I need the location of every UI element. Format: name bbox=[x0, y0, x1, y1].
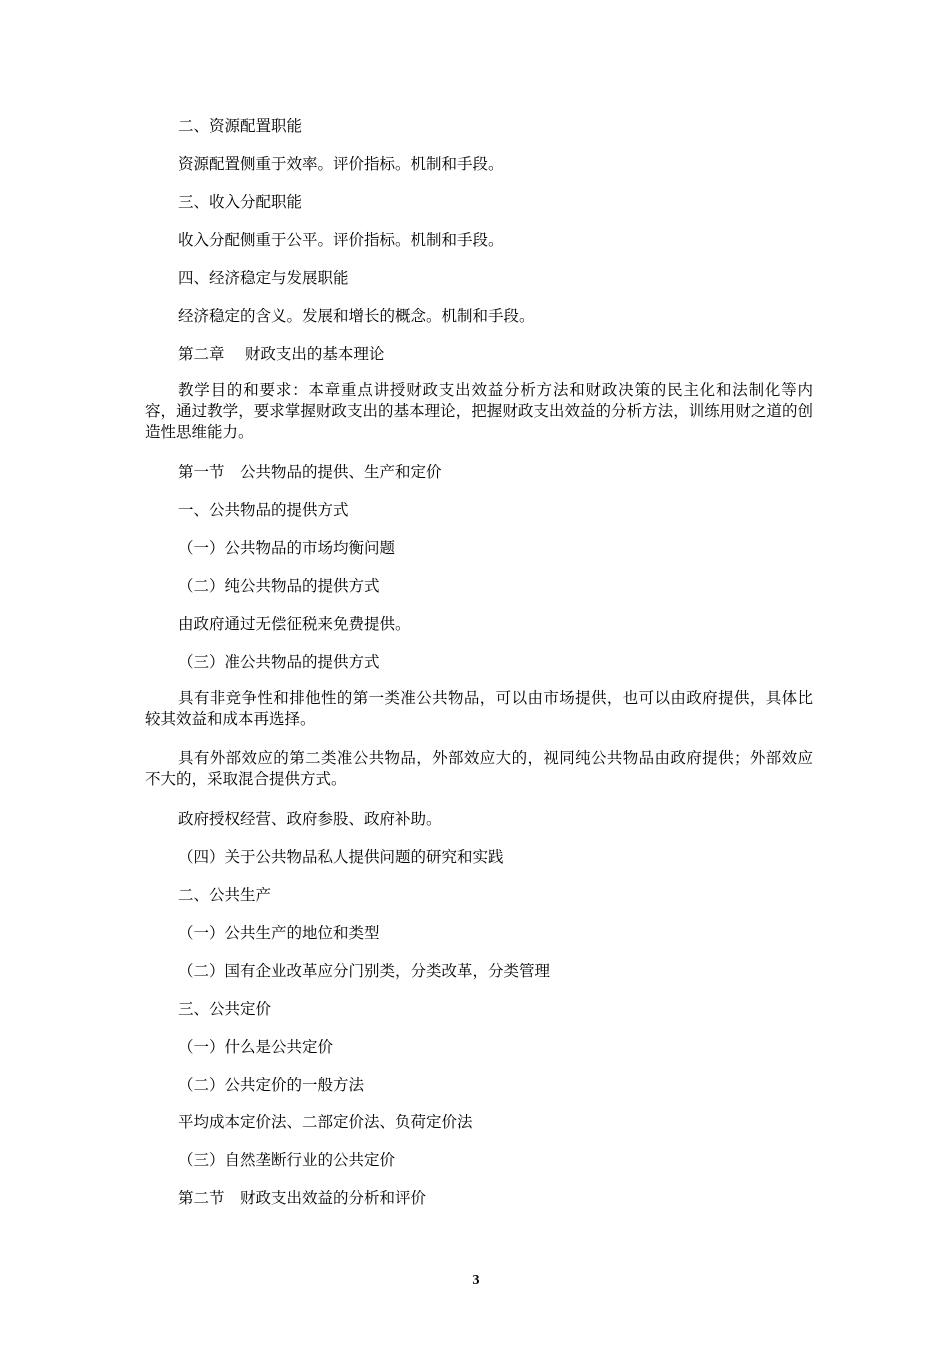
subsection-heading: （一）公共生产的地位和类型 bbox=[178, 924, 380, 942]
chapter-heading: 第二章 财政支出的基本理论 bbox=[178, 345, 385, 363]
subsection-heading: （三）自然垄断行业的公共定价 bbox=[178, 1151, 396, 1169]
body-text: 政府授权经营、政府参股、政府补助。 bbox=[178, 810, 442, 828]
subsection-heading: （二）国有企业改革应分门别类，分类改革，分类管理 bbox=[178, 962, 551, 980]
subsection-heading: 一、公共物品的提供方式 bbox=[178, 501, 349, 519]
subsection-heading: （一）公共物品的市场均衡问题 bbox=[178, 539, 396, 557]
body-text: 收入分配侧重于公平。评价指标。机制和手段。 bbox=[178, 231, 504, 249]
section-heading: 三、收入分配职能 bbox=[178, 193, 303, 211]
subsection-heading: （二）公共定价的一般方法 bbox=[178, 1076, 365, 1094]
section-heading: 二、资源配置职能 bbox=[178, 117, 303, 135]
page-number: 3 bbox=[472, 1273, 480, 1288]
subsection-heading: （二）纯公共物品的提供方式 bbox=[178, 577, 380, 595]
body-text: 经济稳定的含义。发展和增长的概念。机制和手段。 bbox=[178, 307, 535, 325]
body-paragraph: 具有非竞争性和排他性的第一类准公共物品，可以由市场提供，也可以由政府提供，具体比较其效益和成本再选择。 bbox=[145, 689, 813, 728]
body-text: 资源配置侧重于效率。评价指标。机制和手段。 bbox=[178, 155, 504, 173]
body-text: 由政府通过无偿征税来免费提供。 bbox=[178, 615, 411, 633]
subsection-heading: （四）关于公共物品私人提供问题的研究和实践 bbox=[178, 848, 504, 866]
body-text: 平均成本定价法、二部定价法、负荷定价法 bbox=[178, 1113, 473, 1131]
subsection-heading: 二、公共生产 bbox=[178, 886, 272, 904]
body-paragraph: 具有外部效应的第二类准公共物品，外部效应大的，视同纯公共物品由政府提供；外部效应不大的，采取混合提供方式。 bbox=[145, 749, 813, 788]
section-heading: 第二节 财政支出效益的分析和评价 bbox=[178, 1189, 427, 1207]
body-paragraph: 教学目的和要求：本章重点讲授财政支出效益分析方法和财政决策的民主化和法制化等内容，通过教学，要求掌握财政支出的基本理论，把握财政支出效益的分析方法，训练用财之道的创造性思维能力。 bbox=[145, 381, 813, 441]
section-heading: 第一节 公共物品的提供、生产和定价 bbox=[178, 463, 442, 481]
section-heading: 四、经济稳定与发展职能 bbox=[178, 269, 349, 287]
subsection-heading: （三）准公共物品的提供方式 bbox=[178, 653, 380, 671]
subsection-heading: （一）什么是公共定价 bbox=[178, 1038, 334, 1056]
subsection-heading: 三、公共定价 bbox=[178, 1000, 272, 1018]
